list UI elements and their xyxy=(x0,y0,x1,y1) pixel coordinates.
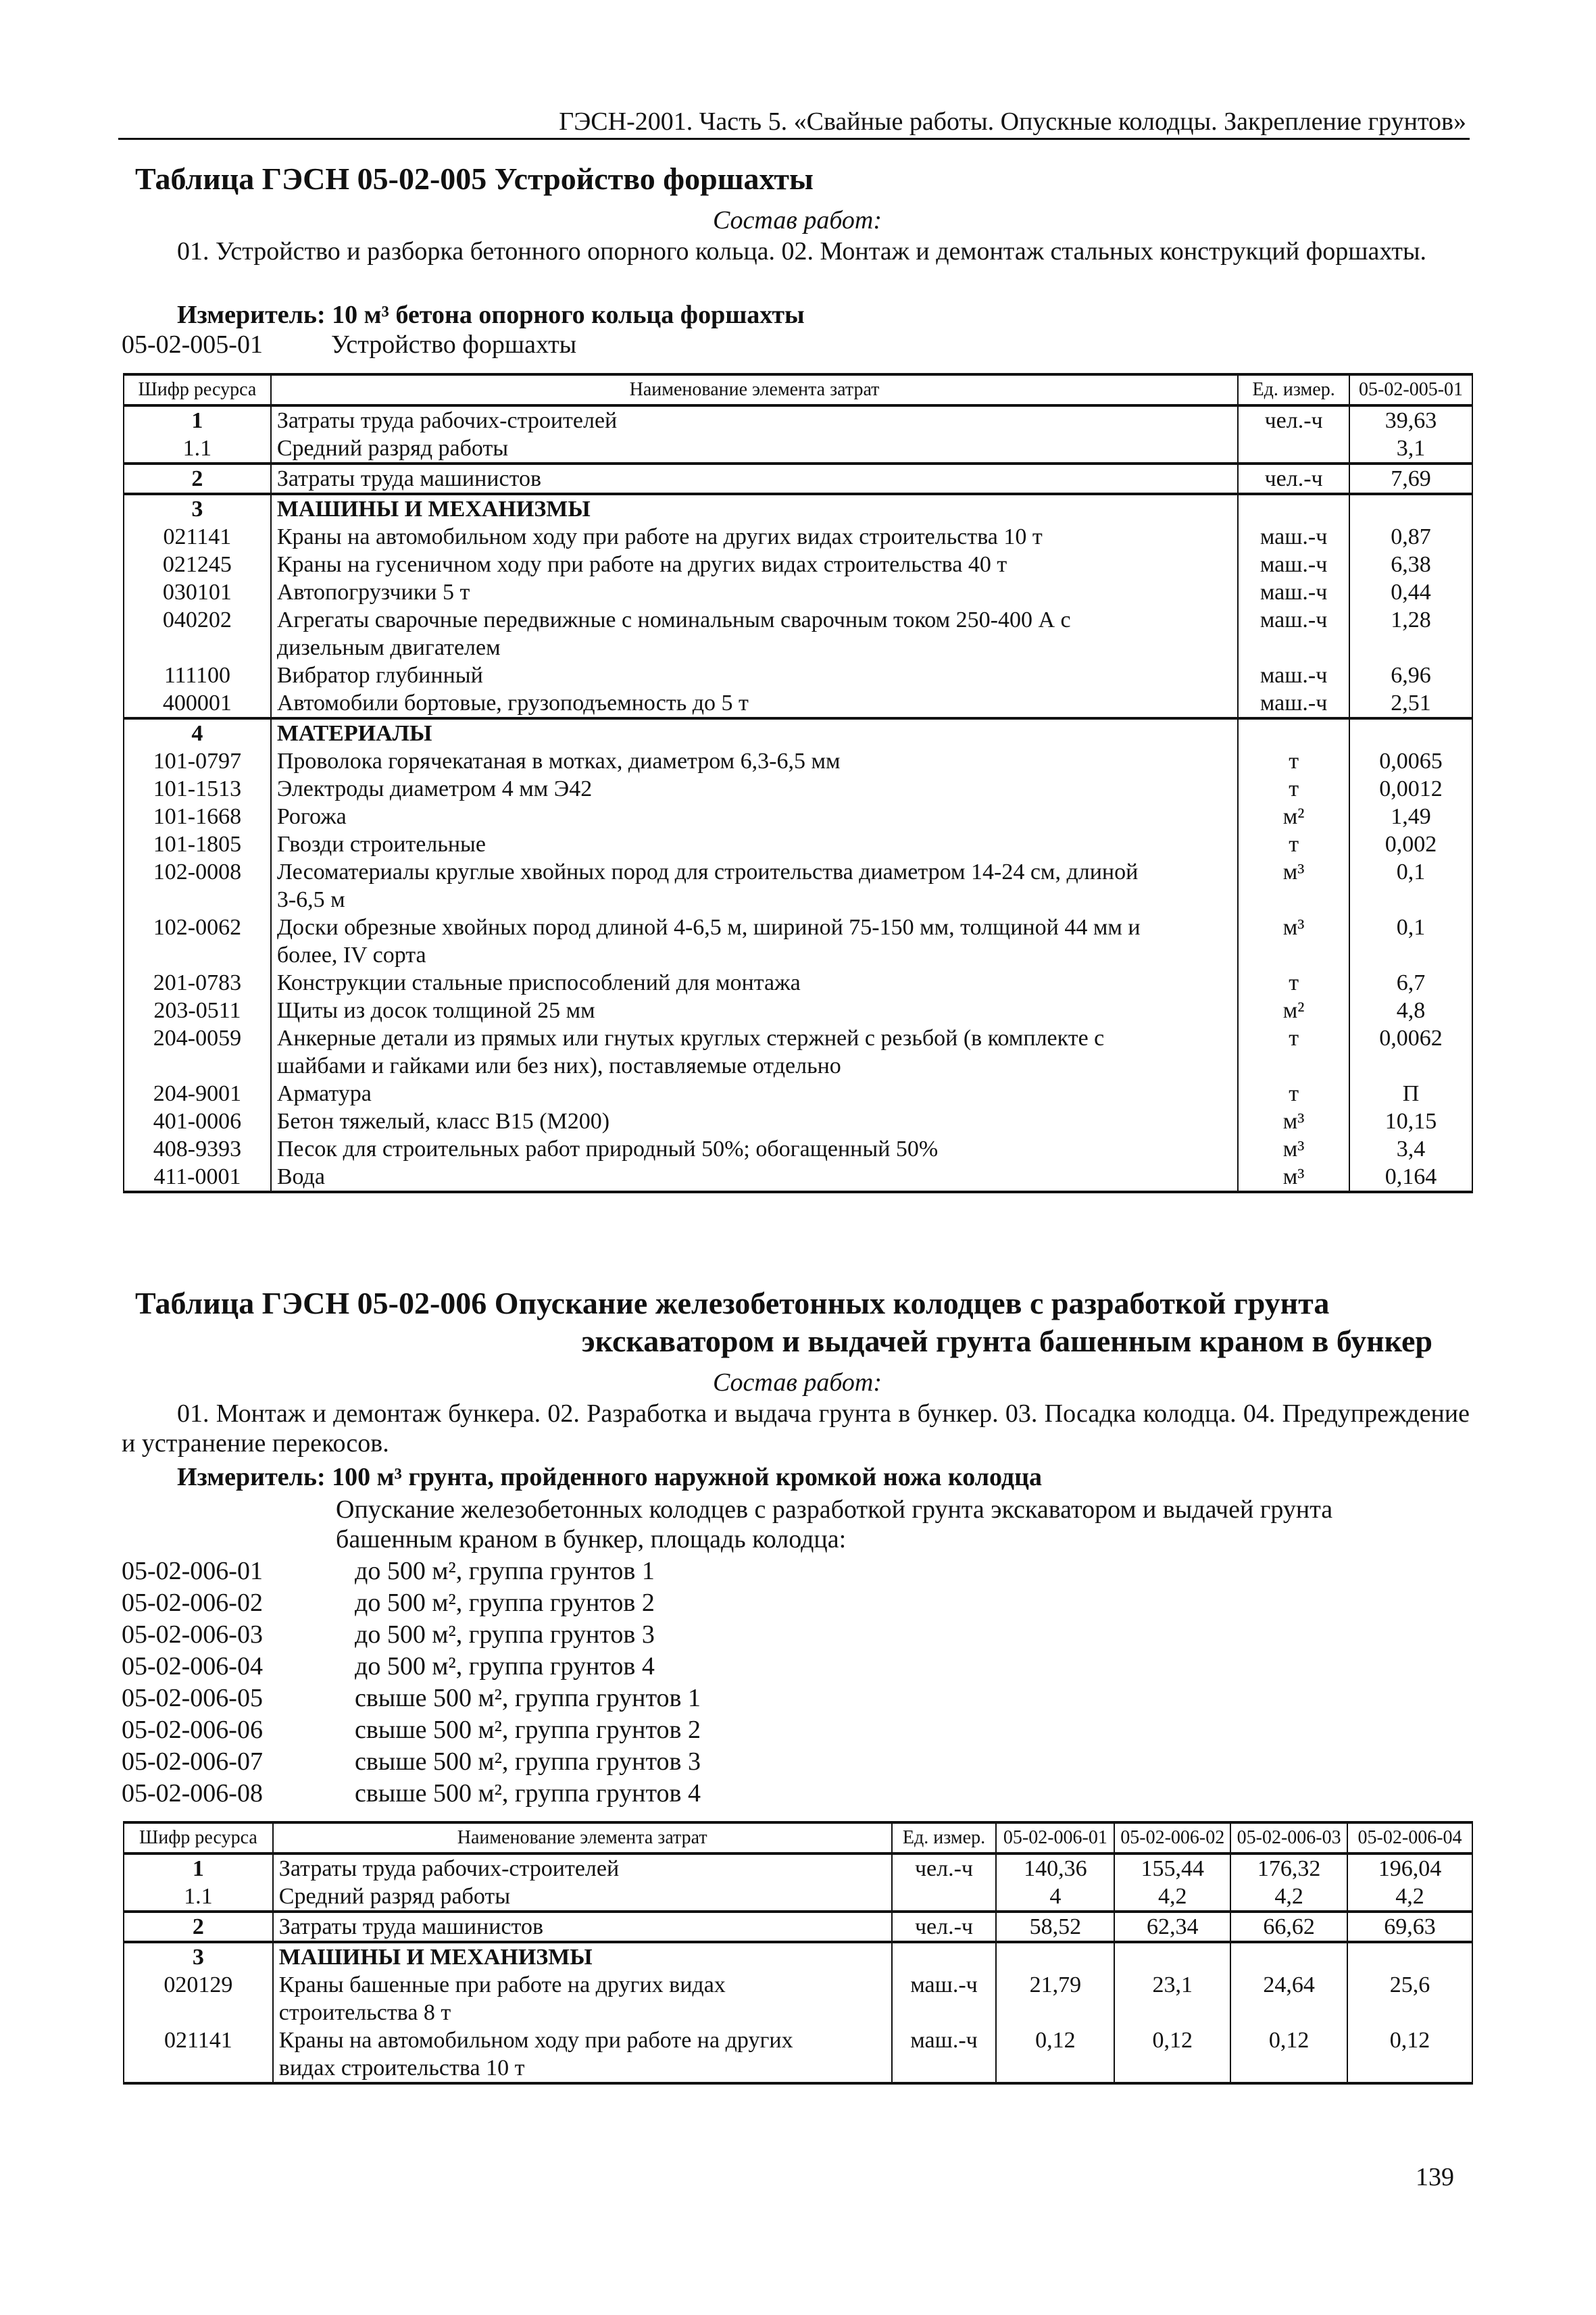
norm-value: 66,62 xyxy=(1230,1912,1347,1942)
resource-code: 2 xyxy=(124,464,271,494)
norm-value: 62,34 xyxy=(1114,1912,1230,1942)
norm-value: 0,12 xyxy=(1230,2026,1347,2083)
norm-code: 05-02-006-06 xyxy=(122,1716,263,1744)
table-row xyxy=(124,523,1472,551)
norm-value: 24,64 xyxy=(1230,1971,1347,2026)
resource-name: Песок для строительных работ природный 50%; обогащенный 50% xyxy=(271,1135,1238,1163)
resource-code: 101-1805 xyxy=(124,830,271,858)
norm-desc: до 500 м², группа грунтов 3 xyxy=(355,1620,655,1649)
table1-composition-label: Состав работ: xyxy=(712,206,882,234)
resource-code: 4 xyxy=(124,718,271,747)
norm-value: 21,79 xyxy=(996,1971,1114,2026)
table-row xyxy=(124,803,1472,830)
table-row xyxy=(124,718,1472,747)
table-row xyxy=(124,494,1472,523)
unit: маш.-ч xyxy=(892,1971,997,2026)
header-rule xyxy=(118,138,1470,140)
table2-composition-text: 01. Монтаж и демонтаж бункера. 02. Разработка и выдача грунта в бункер. 03. Посадка колодца. 04. Предупреждение и устранение перекосов. xyxy=(122,1399,1470,1458)
norm-value: 176,32 xyxy=(1230,1853,1347,1883)
norm-code: 05-02-006-01 xyxy=(122,1557,263,1585)
norm-desc: свыше 500 м², группа грунтов 1 xyxy=(355,1684,701,1712)
norm-value: 3,1 xyxy=(1349,434,1472,464)
norm-code-item xyxy=(122,1746,701,1778)
norm-desc: Устройство форшахты xyxy=(331,330,577,359)
resource-name: Затраты труда рабочих-строителей xyxy=(271,405,1238,434)
resource-name: Автомобили бортовые, грузоподъемность до 5 т xyxy=(271,689,1238,718)
norm-value: 0,164 xyxy=(1349,1163,1472,1192)
unit: чел.-ч xyxy=(892,1853,997,1883)
norm-value: 4,2 xyxy=(1114,1883,1230,1912)
page-number: 139 xyxy=(1416,2163,1454,2191)
unit: т xyxy=(1238,775,1349,803)
norm-value: 25,6 xyxy=(1347,1971,1472,2026)
resource-name: Агрегаты сварочные передвижные с номинальным сварочным током 250-400 А с дизельным двигателем xyxy=(271,606,1238,662)
unit xyxy=(1238,434,1349,464)
resource-code: 408-9393 xyxy=(124,1135,271,1163)
table2-title-line2: экскаватором и выдачей грунта башенным краном в бункер xyxy=(581,1324,1432,1358)
resource-name: Краны на автомобильном ходу при работе на других видах строительства 10 т xyxy=(271,523,1238,551)
table-row xyxy=(124,551,1472,578)
norm-value xyxy=(1230,1942,1347,1971)
resource-code: 401-0006 xyxy=(124,1107,271,1135)
column-header: Наименование элемента затрат xyxy=(273,1822,892,1853)
resource-name: Средний разряд работы xyxy=(271,434,1238,464)
resource-code: 411-0001 xyxy=(124,1163,271,1192)
running-head: ГЭСН-2001. Часть 5. «Свайные работы. Опускные колодцы. Закрепление грунтов» xyxy=(559,107,1466,136)
table-row xyxy=(124,1024,1472,1080)
norm-code-item xyxy=(122,1587,701,1619)
resource-code: 1 xyxy=(124,405,271,434)
resource-code: 3 xyxy=(124,1942,273,1971)
norm-value: 0,0062 xyxy=(1349,1024,1472,1080)
norm-value: 23,1 xyxy=(1114,1971,1230,2026)
norm-desc: до 500 м², группа грунтов 2 xyxy=(355,1589,655,1617)
norm-desc: свыше 500 м², группа грунтов 2 xyxy=(355,1716,701,1744)
table2-title-line1: Таблица ГЭСН 05-02-006 Опускание железобетонных колодцев с разработкой грунта xyxy=(135,1286,1330,1320)
column-header: Шифр ресурса xyxy=(124,1822,273,1853)
column-header: 05-02-006-01 xyxy=(996,1822,1114,1853)
unit: м³ xyxy=(1238,858,1349,914)
norm-value: 6,38 xyxy=(1349,551,1472,578)
table-row xyxy=(124,1912,1472,1942)
norm-value: 0,0065 xyxy=(1349,747,1472,775)
unit: маш.-ч xyxy=(892,2026,997,2083)
table1-measure: Измеритель: 10 м³ бетона опорного кольца форшахты xyxy=(177,301,805,329)
resource-code: 030101 xyxy=(124,578,271,606)
table-row xyxy=(124,662,1472,689)
norm-value: 0,1 xyxy=(1349,858,1472,914)
table-row xyxy=(124,1135,1472,1163)
resource-name: МАШИНЫ И МЕХАНИЗМЫ xyxy=(273,1942,892,1971)
resource-name: Автопогрузчики 5 т xyxy=(271,578,1238,606)
table-row xyxy=(124,1107,1472,1135)
resource-name: Арматура xyxy=(271,1080,1238,1107)
unit: т xyxy=(1238,969,1349,997)
norm-code: 05-02-006-04 xyxy=(122,1652,263,1681)
resource-code: 040202 xyxy=(124,606,271,662)
column-header: 05-02-006-04 xyxy=(1347,1822,1472,1853)
resource-name: Краны на гусеничном ходу при работе на других видах строительства 40 т xyxy=(271,551,1238,578)
norm-code: 05-02-006-02 xyxy=(122,1589,263,1617)
norm-code: 05-02-006-05 xyxy=(122,1684,263,1712)
norm-value: 4,2 xyxy=(1230,1883,1347,1912)
resource-code: 1.1 xyxy=(124,1883,273,1912)
unit: м³ xyxy=(1238,914,1349,969)
norm-desc: до 500 м², группа грунтов 1 xyxy=(355,1557,655,1585)
norm-value: 0,12 xyxy=(1347,2026,1472,2083)
resource-code: 400001 xyxy=(124,689,271,718)
norm-value: 4,2 xyxy=(1347,1883,1472,1912)
table1-composition-text: 01. Устройство и разборка бетонного опорного кольца. 02. Монтаж и демонтаж стальных конструкций форшахты. xyxy=(177,237,1427,266)
table-row xyxy=(124,2026,1472,2083)
norm-code-item xyxy=(122,1555,701,1587)
table1-title: Таблица ГЭСН 05-02-005 Устройство форшахты xyxy=(135,161,814,196)
norm-desc: свыше 500 м², группа грунтов 3 xyxy=(355,1747,701,1776)
norm-code-item xyxy=(122,1683,701,1714)
column-header: 05-02-005-01 xyxy=(1349,374,1472,405)
norm-desc: до 500 м², группа грунтов 4 xyxy=(355,1652,655,1681)
resource-code: 201-0783 xyxy=(124,969,271,997)
resource-code: 101-1668 xyxy=(124,803,271,830)
norm-value xyxy=(996,1942,1114,1971)
unit xyxy=(1238,494,1349,523)
resource-code: 204-0059 xyxy=(124,1024,271,1080)
norm-value: 196,04 xyxy=(1347,1853,1472,1883)
norm-code: 05-02-005-01 xyxy=(122,330,263,359)
unit: т xyxy=(1238,1024,1349,1080)
unit xyxy=(1238,718,1349,747)
resource-name: Краны башенные при работе на других видах строительства 8 т xyxy=(273,1971,892,2026)
resource-name: Щиты из досок толщиной 25 мм xyxy=(271,997,1238,1024)
unit: маш.-ч xyxy=(1238,606,1349,662)
table-row xyxy=(124,747,1472,775)
table-row xyxy=(124,997,1472,1024)
resource-code: 101-0797 xyxy=(124,747,271,775)
table-row xyxy=(124,1883,1472,1912)
column-header: Наименование элемента затрат xyxy=(271,374,1238,405)
resource-name: Затраты труда машинистов xyxy=(271,464,1238,494)
norm-value: 0,12 xyxy=(996,2026,1114,2083)
unit: чел.-ч xyxy=(892,1912,997,1942)
table-row xyxy=(124,1080,1472,1107)
resource-table-05-02-006 xyxy=(123,1821,1473,2085)
unit: чел.-ч xyxy=(1238,405,1349,434)
table-row xyxy=(124,405,1472,434)
norm-code-item xyxy=(122,1619,701,1651)
table-row xyxy=(124,858,1472,914)
unit: маш.-ч xyxy=(1238,523,1349,551)
norm-value: 2,51 xyxy=(1349,689,1472,718)
unit: маш.-ч xyxy=(1238,551,1349,578)
norm-value: 0,002 xyxy=(1349,830,1472,858)
resource-code: 021245 xyxy=(124,551,271,578)
unit: м³ xyxy=(1238,1107,1349,1135)
resource-code: 2 xyxy=(124,1912,273,1942)
norm-code: 05-02-006-07 xyxy=(122,1747,263,1776)
table-row xyxy=(124,578,1472,606)
resource-name: Средний разряд работы xyxy=(273,1883,892,1912)
resource-name: Бетон тяжелый, класс В15 (М200) xyxy=(271,1107,1238,1135)
resource-name: Анкерные детали из прямых или гнутых круглых стержней с резьбой (в комплекте с шайбами и гайками или без них), поставляемые отдельно xyxy=(271,1024,1238,1080)
unit: т xyxy=(1238,1080,1349,1107)
unit: т xyxy=(1238,747,1349,775)
table-row xyxy=(124,1971,1472,2026)
resource-table-05-02-005 xyxy=(123,373,1473,1193)
table-row xyxy=(124,969,1472,997)
table2-measure: Измеритель: 100 м³ грунта, пройденного наружной кромкой ножа колодца xyxy=(177,1463,1043,1491)
unit: м³ xyxy=(1238,1135,1349,1163)
unit: м³ xyxy=(1238,1163,1349,1192)
table-row xyxy=(124,464,1472,494)
column-header: 05-02-006-03 xyxy=(1230,1822,1347,1853)
resource-code: 101-1513 xyxy=(124,775,271,803)
resource-code: 1.1 xyxy=(124,434,271,464)
norm-code-list xyxy=(122,1555,701,1810)
norm-value: 4,8 xyxy=(1349,997,1472,1024)
norm-value: 3,4 xyxy=(1349,1135,1472,1163)
resource-code: 102-0008 xyxy=(124,858,271,914)
norm-code: 05-02-006-03 xyxy=(122,1620,263,1649)
resource-name: Электроды диаметром 4 мм Э42 xyxy=(271,775,1238,803)
resource-name: Гвозди строительные xyxy=(271,830,1238,858)
resource-code: 020129 xyxy=(124,1971,273,2026)
resource-code: 3 xyxy=(124,494,271,523)
table-row xyxy=(124,606,1472,662)
unit: маш.-ч xyxy=(1238,662,1349,689)
resource-code: 1 xyxy=(124,1853,273,1883)
table-row xyxy=(124,1942,1472,1971)
norm-value xyxy=(1349,718,1472,747)
norm-value xyxy=(1347,1942,1472,1971)
table-row xyxy=(124,775,1472,803)
resource-name: Проволока горячекатаная в мотках, диаметром 6,3-6,5 мм xyxy=(271,747,1238,775)
norm-value: 4 xyxy=(996,1883,1114,1912)
norm-value: 58,52 xyxy=(996,1912,1114,1942)
norm-value: 7,69 xyxy=(1349,464,1472,494)
norm-value: 0,87 xyxy=(1349,523,1472,551)
norm-value: 10,15 xyxy=(1349,1107,1472,1135)
unit: т xyxy=(1238,830,1349,858)
table-row xyxy=(124,914,1472,969)
table2-intro: Опускание железобетонных колодцев с разработкой грунта экскаватором и выдачей грунта башенным краном в бункер, площадь колодца: xyxy=(336,1495,1333,1553)
column-header: 05-02-006-02 xyxy=(1114,1822,1230,1853)
norm-code: 05-02-006-08 xyxy=(122,1779,263,1808)
resource-name: Конструкции стальные приспособлений для монтажа xyxy=(271,969,1238,997)
table1-code-line xyxy=(122,330,576,359)
resource-name: Вода xyxy=(271,1163,1238,1192)
norm-desc: свыше 500 м², группа грунтов 4 xyxy=(355,1779,701,1808)
table-row xyxy=(124,689,1472,718)
resource-code: 203-0511 xyxy=(124,997,271,1024)
norm-value xyxy=(1114,1942,1230,1971)
column-header: Шифр ресурса xyxy=(124,374,271,405)
norm-value: 69,63 xyxy=(1347,1912,1472,1942)
table2-composition-label: Состав работ: xyxy=(712,1368,882,1397)
resource-name: Рогожа xyxy=(271,803,1238,830)
resource-code: 021141 xyxy=(124,523,271,551)
resource-code: 204-9001 xyxy=(124,1080,271,1107)
unit: маш.-ч xyxy=(1238,689,1349,718)
resource-name: Затраты труда машинистов xyxy=(273,1912,892,1942)
resource-code: 102-0062 xyxy=(124,914,271,969)
resource-name: МАШИНЫ И МЕХАНИЗМЫ xyxy=(271,494,1238,523)
norm-value: 140,36 xyxy=(996,1853,1114,1883)
resource-name: Затраты труда рабочих-строителей xyxy=(273,1853,892,1883)
resource-code: 111100 xyxy=(124,662,271,689)
unit xyxy=(892,1942,997,1971)
norm-value: 155,44 xyxy=(1114,1853,1230,1883)
norm-value: 0,44 xyxy=(1349,578,1472,606)
table-row xyxy=(124,434,1472,464)
norm-value: 0,0012 xyxy=(1349,775,1472,803)
unit: м² xyxy=(1238,803,1349,830)
norm-value: 0,12 xyxy=(1114,2026,1230,2083)
column-header: Ед. измер. xyxy=(892,1822,997,1853)
norm-value xyxy=(1349,494,1472,523)
unit: маш.-ч xyxy=(1238,578,1349,606)
unit: чел.-ч xyxy=(1238,464,1349,494)
resource-code: 021141 xyxy=(124,2026,273,2083)
unit xyxy=(892,1883,997,1912)
table-row xyxy=(124,1163,1472,1192)
norm-value: 1,28 xyxy=(1349,606,1472,662)
norm-value: 1,49 xyxy=(1349,803,1472,830)
norm-code-item xyxy=(122,1714,701,1746)
norm-value: 6,96 xyxy=(1349,662,1472,689)
norm-value: 0,1 xyxy=(1349,914,1472,969)
resource-name: Лесоматериалы круглые хвойных пород для строительства диаметром 14-24 см, длиной 3-6,5 м xyxy=(271,858,1238,914)
table-row xyxy=(124,830,1472,858)
unit: м² xyxy=(1238,997,1349,1024)
norm-value: 39,63 xyxy=(1349,405,1472,434)
norm-code-item xyxy=(122,1778,701,1810)
table-row xyxy=(124,1853,1472,1883)
norm-value: 6,7 xyxy=(1349,969,1472,997)
column-header: Ед. измер. xyxy=(1238,374,1349,405)
norm-code-item xyxy=(122,1651,701,1683)
resource-name: Вибратор глубинный xyxy=(271,662,1238,689)
resource-name: Краны на автомобильном ходу при работе на других видах строительства 10 т xyxy=(273,2026,892,2083)
resource-name: Доски обрезные хвойных пород длиной 4-6,5 м, шириной 75-150 мм, толщиной 44 мм и более, IV сорта xyxy=(271,914,1238,969)
resource-name: МАТЕРИАЛЫ xyxy=(271,718,1238,747)
norm-value: П xyxy=(1349,1080,1472,1107)
